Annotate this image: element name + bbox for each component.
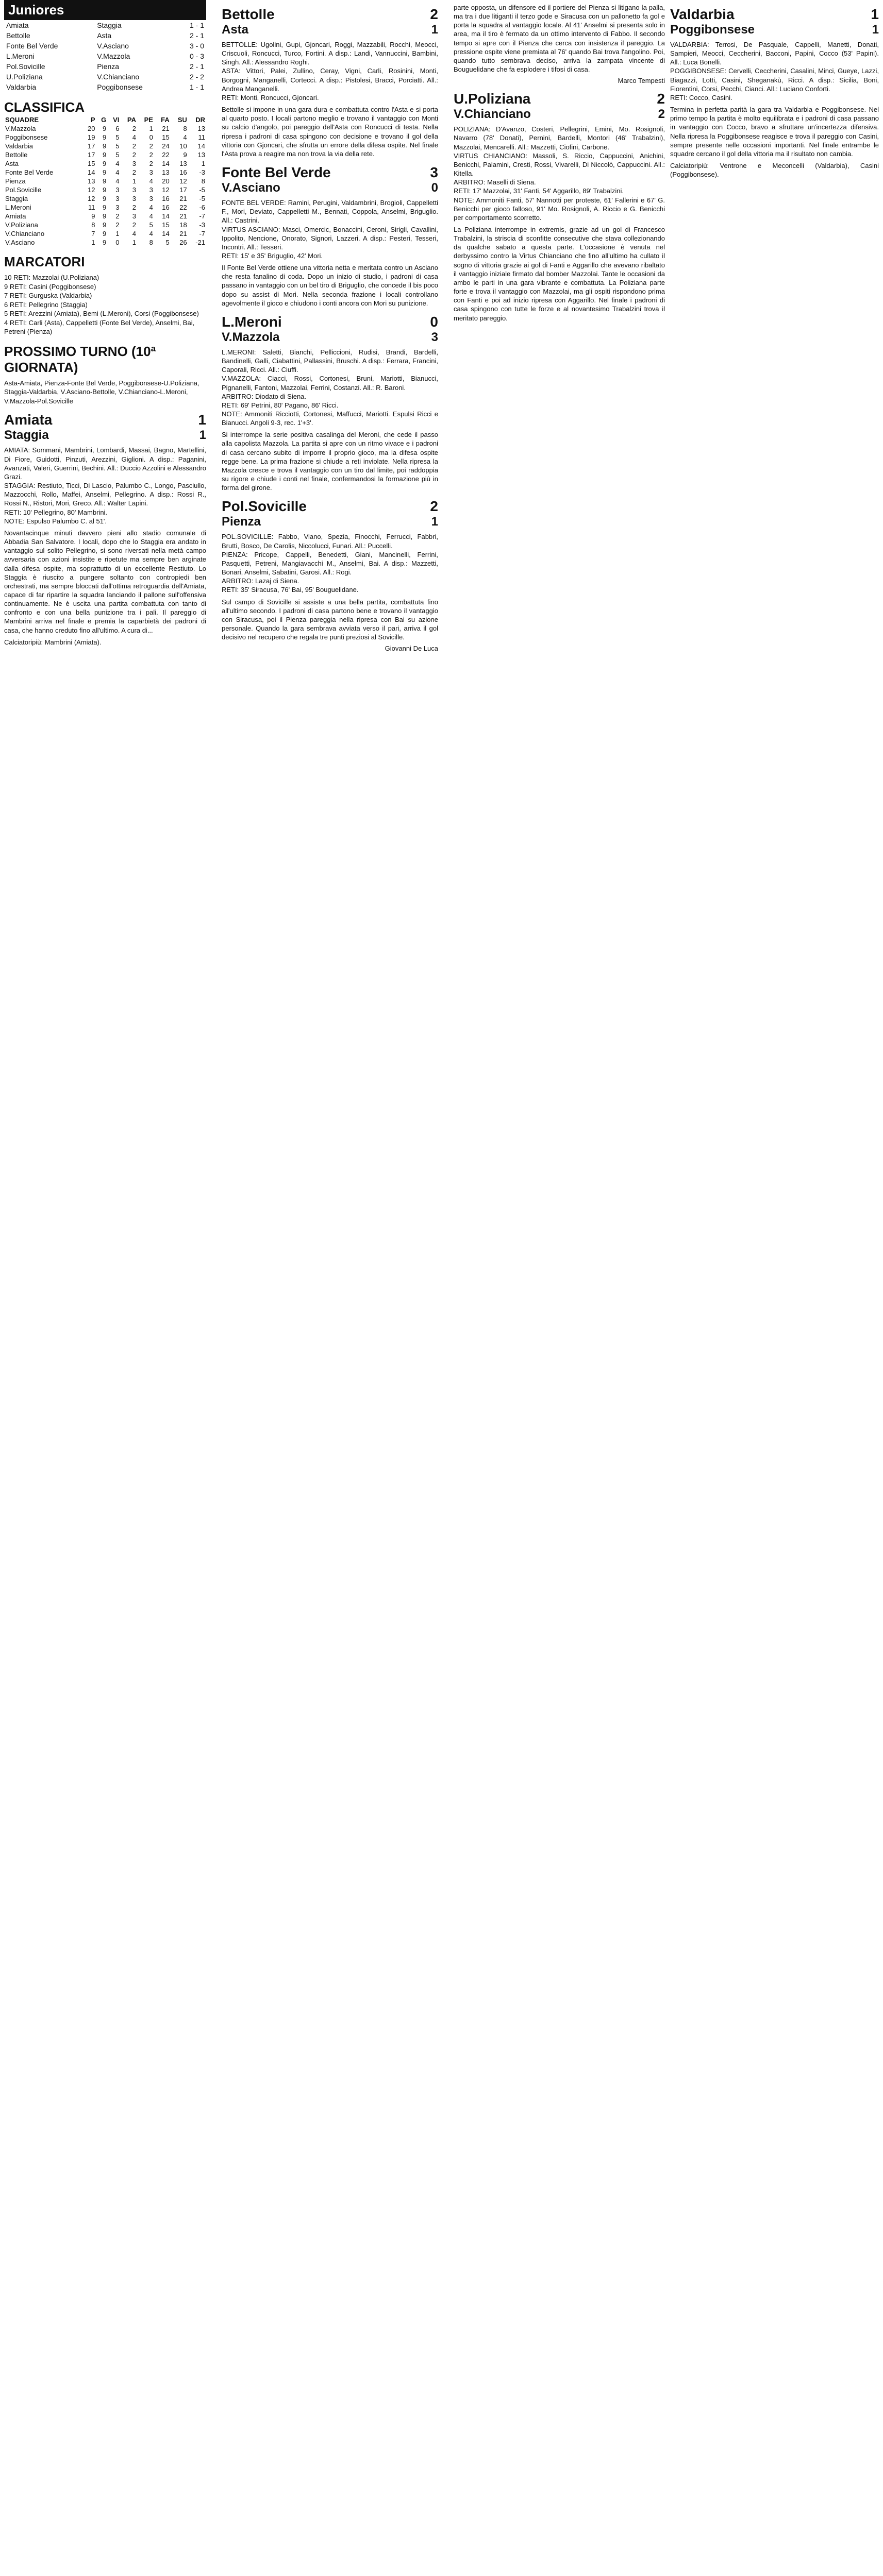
- match-title: [222, 314, 438, 330]
- standings-cell: 20: [88, 125, 95, 132]
- standings-cell: 4: [132, 133, 136, 141]
- match-title: [222, 164, 438, 181]
- standings-cell: 9: [103, 160, 107, 167]
- match-lineups: VALDARBIA: Terrosi, De Pasquale, Cappelli, Manetti, Donati, Sampieri, Meocci, Ceccherini, Bacconi, Papini, Cocco (53' Papini). All.: Luca Bonelli. POGGIBONSESE: Cervelli, Ceccherini, Casalini, Minci, Gueye, Lazzi, Biagazzi, Lotti, Casini, Sheganakù, Ricci. A disp.: Sicilia, Boni, Fiorentini, Corsi, Pecchi, Cianci. All.: Luciano Conforti. RETI: Cocco, Casini.: [670, 41, 879, 101]
- standings-cell: 2: [132, 168, 136, 176]
- standings-cell: 10: [179, 142, 187, 150]
- standings-row: [4, 185, 206, 194]
- standings-col-header: PA: [127, 116, 136, 124]
- result-home: Bettolle: [6, 31, 30, 40]
- standings-row: [4, 124, 206, 133]
- standings-cell: 9: [103, 204, 107, 211]
- standings-cell: 2: [132, 204, 136, 211]
- standings-cell: 1: [149, 125, 153, 132]
- match-lineups: L.MERONI: Saletti, Bianchi, Pelliccioni, Rudisi, Brandi, Bardelli, Bandinelli, Galli, Ciabattini, Pallassini, Bruschi. A disp.: Ferrara, Francini, Caporali, Ricci. All.: Ciuffi. V.MAZZOLA: Ciacci, Rossi, Cortonesi, Bruni, Mariotti, Bianucci, Pignanelli, Fantoni, Mazzolai, Ferrini, Costanzi. All.: R. Baroni. ARBITRO: Diodato di Siena. RETI: 69' Petrini, 80' Pagano, 86' Ricci. NOTE: Ammoniti Ricciotti, Cortonesi, Maffucci, Mariotti. Espulsi Ricci e Bianucci. Angoli 9-3, rec. 1'+3'.: [222, 348, 438, 427]
- standings-cell: 19: [88, 133, 95, 141]
- standings-cell: 11: [88, 204, 95, 211]
- standings-row: [4, 168, 206, 177]
- standings-cell: Asta: [5, 160, 19, 167]
- column-1: [4, 0, 206, 2576]
- standings-cell: -3: [199, 221, 205, 229]
- standings-cell: 4: [183, 133, 187, 141]
- standings-cell: 8: [149, 239, 153, 246]
- match-report: La Poliziana interrompe in extremis, grazie ad un gol di Francesco Trabalzini, la striscia di sconfitte consecutive che stava collezionando da qualche sabato a questa parte. L'occasione è venuta nel derbyssimo contro la Virtus Chianciano che fino all'ultimo ha cullato il sogno di vittoria grazie ai gol di Fanti e Aggarillo che avevano ribaltato il vantaggio iniziale firmato dal bomber Mazzolai. Tante le occasioni da ambo le parti in una gara vibrante e combattuta. La Poliziana parte forte e trova il vantaggio con Mazzolai, ma gli ospiti rispondono prima con Fanti e poi ad inizio ripresa con Aggarillo. Nel finale i padroni di casa spingono con tutte le forze e al novantesimo Trabalzini trova il meritato pareggio.: [454, 225, 665, 322]
- standings-cell: 9: [183, 151, 187, 159]
- marcatori-list: [4, 273, 206, 336]
- result-score: 0 - 3: [189, 52, 204, 60]
- standings-cell: 12: [88, 195, 95, 202]
- result-home: Fonte Bel Verde: [6, 42, 58, 50]
- standings-cell: 1: [91, 239, 95, 246]
- standings-cell: 26: [179, 239, 187, 246]
- home-score: 2: [430, 6, 438, 22]
- result-away: Pienza: [97, 62, 120, 71]
- standings-cell: 4: [149, 177, 153, 185]
- result-home: Valdarbia: [6, 83, 37, 91]
- standings-cell: 14: [162, 160, 170, 167]
- home-score: 0: [430, 313, 438, 330]
- standings-cell: 1: [132, 239, 136, 246]
- match-block: [222, 164, 438, 308]
- standings-row: [4, 203, 206, 212]
- standings-cell: 4: [115, 168, 120, 176]
- standings-cell: 9: [103, 195, 107, 202]
- match-lineups: BETTOLLE: Ugolini, Gupi, Gjoncari, Roggi, Mazzabili, Rocchi, Meocci, Criscuoli, Roncucci, Turco, Fortini. A disp.: Landi, Vannuccini, Bambini, Singh. All.: Alessandro Roghi. ASTA: Vittori, Palei, Zullino, Ceray, Vigni, Carli, Rosinini, Monti, Borgogni, Manganelli, Cortecci. A disp.: Pistolesi, Bracci, Porciatti. All.: Andrea Manganelli. RETI: Monti, Roncucci, Gjoncari.: [222, 41, 438, 101]
- home-team: L.Meroni: [222, 313, 282, 330]
- standings-cell: 2: [149, 142, 153, 150]
- standings-cell: 9: [103, 230, 107, 238]
- home-score: 3: [430, 164, 438, 181]
- home-team: Pol.Sovicille: [222, 498, 307, 515]
- match-block: [222, 498, 438, 641]
- result-home: L.Meroni: [6, 52, 35, 60]
- column-3: [454, 0, 665, 2576]
- standings-cell: 9: [103, 168, 107, 176]
- away-score: 1: [431, 23, 438, 37]
- result-score: 2 - 1: [189, 31, 204, 40]
- result-away: V.Chianciano: [97, 73, 140, 81]
- standings-row: [4, 212, 206, 221]
- match-away: [670, 23, 879, 37]
- standings-cell: 9: [103, 133, 107, 141]
- match-lineups: FONTE BEL VERDE: Ramini, Perugini, Valdambrini, Brogioli, Cappelletti F., Mori, Deviato, Cappelletti M., Bennati, Coppola, Anselmi, Briguglio. All.: Castrini. VIRTUS ASCIANO: Masci, Omercic, Bonaccini, Ceroni, Sirigli, Cavallini, Ippolito, Nencione, Onorato, Signori, Lazzeri. A disp.: Pesteri, Tesseri, Incontri. All.: Tesseri. RETI: 15' e 35' Briguglio, 42' Mori.: [222, 199, 438, 260]
- result-away: Asta: [97, 31, 112, 40]
- result-score: 1 - 1: [189, 21, 204, 29]
- match-block: [222, 314, 438, 493]
- match-away: [222, 23, 438, 37]
- standings-cell: 11: [198, 133, 205, 141]
- result-row: [4, 72, 206, 82]
- away-team: Staggia: [4, 428, 49, 443]
- standings-cell: 3: [149, 186, 153, 194]
- standings-cell: 1: [115, 230, 120, 238]
- standings-cell: 20: [162, 177, 170, 185]
- standings-cell: 14: [88, 168, 95, 176]
- standings-cell: 14: [162, 230, 170, 238]
- standings-cell: 9: [103, 186, 107, 194]
- result-row: [4, 30, 206, 41]
- standings-cell: 9: [103, 151, 107, 159]
- standings-cell: -6: [199, 204, 205, 211]
- standings-cell: 13: [179, 160, 187, 167]
- match-away: [454, 107, 665, 122]
- match-away: [222, 181, 438, 195]
- result-score: 3 - 0: [189, 42, 204, 50]
- standings-cell: 3: [132, 212, 136, 220]
- match-report: Il Fonte Bel Verde ottiene una vittoria netta e meritata contro un Asciano che resta fanalino di coda. Dopo un inizio di studio, i padroni di casa passano in vantaggio con un bel tiro di Briguglio, che concede il bis poco dopo su assist di Mori. Nella seconda frazione i locali controllano agevolmente il gioco e chiudono i conti ancora con Mori su punizione.: [222, 264, 438, 307]
- standings-cell: V.Chianciano: [5, 230, 45, 238]
- results-table: [4, 20, 206, 92]
- match-poliziana-chianciano: [454, 91, 665, 107]
- away-team: Poggibonsese: [670, 23, 755, 37]
- standings-row: [4, 221, 206, 229]
- standings-cell: Bettolle: [5, 151, 28, 159]
- standings-cell: 13: [88, 177, 95, 185]
- prossimo-turno-header: PROSSIMO TURNO (10ª GIORNATA): [4, 343, 156, 375]
- result-score: 2 - 1: [189, 62, 204, 71]
- standings-cell: 13: [197, 151, 205, 159]
- match-report: Si interrompe la serie positiva casalinga del Meroni, che cede il passo alla capolista Mazzola. La partita si apre con un ritmo vivace e i padroni di casa cercano subito di imporre il proprio gioco, ma la difesa ospite regge bene. La prima frazione si chiude a reti inviolate. Nella ripresa la Mazzola cresce e trova il vantaggio con un tiro dal limite, poi raddoppia su rigore e chiude i conti nel finale, confermandosi la formazione più in forma del girone.: [222, 431, 438, 492]
- standings-row: [4, 133, 206, 142]
- standings-col-header: SU: [177, 116, 187, 124]
- standings-cell: Valdarbia: [5, 142, 33, 150]
- standings-cell: 16: [162, 195, 170, 202]
- standings-cell: 15: [162, 133, 170, 141]
- match-report: Novantacinque minuti davvero pieni allo stadio comunale di Abbadia San Salvatore. I locali, dopo che lo Staggia era andato in vantaggio sul solito Pellegrino, si sono riversati nella metà campo avversaria con azioni insistite e ripetute ma sempre ben arginate dalla difesa ospite, ma soprattutto di un eccellente Restiuto. Lo Staggia è riuscito a pungere soltanto con contropiedi ben orchestrati, ma sempre bloccati dall'ottima retroguardia dell'Amiata, capace di far ripartire la squadra lanciando il pallone sull'offensiva continuamente. Ne è uscita una partita combattuta con tanto di confronto e con una bella punizione tra i pali. Il pareggio di Mambrini arriva nel finale e premia la caparbietà dei padroni di casa, che hanno creduto fino all'ultimo. A cura di...: [4, 529, 206, 634]
- standings-cell: -3: [199, 168, 205, 176]
- standings-cell: 2: [132, 125, 136, 132]
- report-continued: parte opposta, un difensore ed il portiere del Pienza si litigano la palla, ma tra i due litiganti il terzo gode e Siracusa con un pallonetto fa gol e porta la squadra al vantaggio locale. Al 41' Anselmi si presenta solo in area, ma il tiro è fermato da un ottimo intervento di Fabbo. Il secondo tempo si apre con il Pienza che cerca con insistenza il pareggio. La pressione ospite viene premiata al 76' quando Bai trova l'angolino. Poi, quando tutto sembrava deciso, arriva la zampata vincente di Bouguelidane che fa esplodere i tifosi di casa.: [454, 4, 665, 74]
- marcatori-item: 7 RETI: Gurguska (Valdarbia): [4, 292, 92, 300]
- standings-cell: Poggibonsese: [5, 133, 48, 141]
- standings-cell: 3: [132, 195, 136, 202]
- result-home: Pol.Sovicille: [6, 62, 45, 71]
- standings-cell: 18: [179, 221, 187, 229]
- home-team: Valdarbia: [670, 6, 735, 22]
- standings-cell: 3: [132, 186, 136, 194]
- home-team: Amiata: [4, 412, 53, 428]
- standings-row: [4, 177, 206, 185]
- standings-cell: 15: [162, 221, 170, 229]
- standings-cell: Pienza: [5, 177, 26, 185]
- standings-cell: 22: [179, 204, 187, 211]
- result-away: V.Asciano: [97, 42, 129, 50]
- away-team: V.Asciano: [222, 181, 280, 195]
- match-away: [222, 330, 438, 345]
- standings-cell: 8: [91, 221, 95, 229]
- standings-col-header: PE: [144, 116, 153, 124]
- away-score: 1: [872, 23, 879, 37]
- standings-col-header: P: [90, 116, 95, 124]
- standings-cell: Staggia: [5, 195, 28, 202]
- match-note: Calciatoripiù: Ventrone e Meconcelli (Valdarbia), Casini (Poggibonsese).: [670, 162, 879, 179]
- standings-cell: 0: [149, 133, 153, 141]
- standings-cell: 1: [201, 160, 205, 167]
- standings-cell: 4: [149, 212, 153, 220]
- standings-cell: Amiata: [5, 212, 26, 220]
- result-row: [4, 41, 206, 51]
- signature: Giovanni De Luca: [385, 645, 438, 653]
- away-score: 1: [199, 428, 206, 443]
- standings-cell: 13: [162, 168, 170, 176]
- standings-cell: -7: [199, 212, 205, 220]
- standings-cell: 3: [115, 195, 120, 202]
- standings-cell: 21: [179, 212, 187, 220]
- away-score: 2: [658, 107, 665, 122]
- standings-cell: 3: [115, 186, 120, 194]
- result-away: V.Mazzola: [97, 52, 130, 60]
- standings-cell: 5: [165, 239, 170, 246]
- standings-cell: 9: [91, 212, 95, 220]
- standings-cell: 12: [179, 177, 187, 185]
- standings-cell: 8: [183, 125, 187, 132]
- standings-col-header: SQUADRE: [5, 116, 39, 124]
- result-away: Poggibonsese: [97, 83, 143, 91]
- standings-cell: 1: [132, 177, 136, 185]
- match-away: [4, 428, 206, 443]
- result-row: [4, 51, 206, 61]
- result-home: U.Poliziana: [6, 73, 43, 81]
- match-valdarbia-poggibonsese: [670, 6, 879, 23]
- standings-row: [4, 194, 206, 203]
- standings-cell: 2: [149, 151, 153, 159]
- standings-row: [4, 229, 206, 238]
- marcatori-item: 4 RETI: Carli (Asta), Cappelletti (Fonte Bel Verde), Anselmi, Bai, Petreni (Pienza): [4, 318, 195, 336]
- standings-cell: 14: [162, 212, 170, 220]
- standings-cell: -5: [199, 186, 205, 194]
- standings-row: [4, 238, 206, 247]
- standings-cell: 2: [132, 151, 136, 159]
- standings-cell: 8: [201, 177, 205, 185]
- standings-row: [4, 150, 206, 159]
- standings-cell: 4: [149, 230, 153, 238]
- standings-cell: Fonte Bel Verde: [5, 168, 54, 176]
- marcatori-header: MARCATORI: [4, 254, 85, 269]
- away-team: V.Chianciano: [454, 107, 531, 122]
- standings-cell: 16: [162, 204, 170, 211]
- standings-cell: 9: [103, 142, 107, 150]
- away-team: Asta: [222, 23, 249, 37]
- match-block: [222, 6, 438, 158]
- standings-cell: 5: [115, 151, 120, 159]
- standings-cell: V.Mazzola: [5, 125, 36, 132]
- home-score: 1: [198, 412, 206, 428]
- result-row: [4, 61, 206, 72]
- standings-cell: 17: [179, 186, 187, 194]
- standings-cell: 24: [162, 142, 170, 150]
- standings-cell: 3: [115, 204, 120, 211]
- standings-cell: 4: [132, 230, 136, 238]
- marcatori-item: 10 RETI: Mazzolai (U.Poliziana): [4, 274, 99, 281]
- standings-col-header: FA: [161, 116, 170, 124]
- away-score: 1: [431, 515, 438, 529]
- standings-cell: -5: [199, 195, 205, 202]
- result-home: Amiata: [6, 21, 29, 29]
- result-away: Staggia: [97, 21, 122, 29]
- result-row: [4, 82, 206, 92]
- standings-col-header: VI: [113, 116, 120, 124]
- result-score: 1 - 1: [189, 83, 204, 91]
- standings-cell: 4: [149, 204, 153, 211]
- match-title: [222, 498, 438, 515]
- standings-cell: 16: [179, 168, 187, 176]
- home-team: U.Poliziana: [454, 91, 531, 107]
- standings-cell: 2: [149, 160, 153, 167]
- standings-col-header: DR: [195, 116, 205, 124]
- standings-cell: 4: [115, 177, 120, 185]
- home-team: Fonte Bel Verde: [222, 164, 331, 181]
- standings-cell: V.Asciano: [5, 239, 35, 246]
- standings-cell: L.Meroni: [5, 204, 31, 211]
- result-row: [4, 20, 206, 30]
- away-team: V.Mazzola: [222, 330, 280, 344]
- standings-cell: 7: [91, 230, 95, 238]
- standings-cell: 3: [132, 160, 136, 167]
- standings-cell: 3: [149, 195, 153, 202]
- home-score: 2: [657, 91, 665, 107]
- standings-cell: 14: [197, 142, 205, 150]
- standings-cell: 5: [115, 142, 120, 150]
- standings-cell: 2: [132, 142, 136, 150]
- standings-cell: 13: [197, 125, 205, 132]
- standings-row: [4, 142, 206, 150]
- standings-cell: 12: [162, 186, 170, 194]
- standings-cell: 0: [115, 239, 120, 246]
- standings-cell: 9: [103, 125, 107, 132]
- match-away: [222, 515, 438, 529]
- standings-cell: 6: [115, 125, 120, 132]
- prossimo-turno-text: Asta-Amiata, Pienza-Fonte Bel Verde, Poggibonsese-U.Poliziana, Staggia-Valdarbia, V.Asciano-Bettolle, V.Chianciano-L.Meroni, V.Mazzola-Pol.Sovicille: [4, 379, 199, 405]
- match-lineups: POLIZIANA: D'Avanzo, Costeri, Pellegrini, Emini, Mo. Rosignoli, Navarro (78' Donati), Pernini, Bardelli, Montori (46' Trabalzini), Mazzolai, Mencarelli. All.: Mazzetti, Ciofini, Carbone. VIRTUS CHIANCIANO: Massoli, S. Riccio, Cappuccini, Anichini, Benicchi, Palamini, Cresti, Rossi, Vivarelli, Di Niccolò, Cappuccini. All.: Kitella. ARBITRO: Maselli di Siena. RETI: 17' Mazzolai, 31' Fanti, 54' Aggarillo, 89' Trabalzini. NOTE: Ammoniti Fanti, 57' Nannotti per proteste, 61' Fallerini e 67' G. Benicchi per gioco falloso, 91' Mo. Rosignoli, A. Riccio e G. Benicchi per comportamento scorretto.: [454, 125, 665, 222]
- standings-cell: Pol.Sovicille: [5, 186, 42, 194]
- standings-cell: 9: [103, 177, 107, 185]
- standings-row: [4, 159, 206, 168]
- home-score: 1: [871, 6, 879, 22]
- standings-cell: 5: [149, 221, 153, 229]
- standings-cell: 15: [88, 160, 95, 167]
- match-lineups: AMIATA: Sommani, Mambrini, Lombardi, Massai, Bagno, Martellini, Di Fiore, Guidotti, Pinzuti, Arezzini, Giglioni. A disp.: Paganini, Avanzati, Valeri, Guerrini, Bechini. All.: Duccio Azzolini e Alessandro Grazi. STAGGIA: Restiuto, Ticci, Di Lascio, Palumbo C., Longo, Pasciullo, Mazzocchi, Rollo, Maffei, Anselmi, Pellegrino. A disp.: Rossi R., Rossi N., Ristori, Mori, Greco. All.: Walter Lapini. RETI: 10' Pellegrino, 80' Mambrini. NOTE: Espulso Palumbo C. al 51'.: [4, 446, 206, 525]
- standings-col-header: G: [101, 116, 107, 124]
- home-team: Bettolle: [222, 6, 275, 22]
- column-4: [670, 0, 879, 2576]
- match-report: Bettolle si impone in una gara dura e combattuta contro l'Asta e si porta al quarto posto. I locali partono meglio e trovano il vantaggio con Monti su calcio d'angolo, poi pareggio dell'Asta con Roncucci di testa. Nella ripresa i padroni di casa spingono con decisione e trovano il gol della vittoria con Gjoncari, che sfrutta un errore della difesa ospite. Nel finale l'Asta prova a reagire ma non trova la via della rete.: [222, 106, 438, 158]
- standings-cell: 4: [115, 160, 120, 167]
- home-score: 2: [430, 498, 438, 515]
- standings-cell: 3: [149, 168, 153, 176]
- standings-cell: 2: [115, 212, 120, 220]
- match-report: Termina in perfetta parità la gara tra Valdarbia e Poggibonsese. Nel primo tempo la partita è molto equilibrata e i padroni di casa passano in vantaggio con Cocco, bravo a sfruttare un'incertezza difensiva. Nella ripresa la Poggibonsese reagisce e trova il pareggio con Casini, sempre presente nelle occasioni importanti. Nel finale entrambe le squadre cercano il gol della vittoria ma il risultato non cambia.: [670, 106, 879, 158]
- column-2: [222, 0, 438, 2576]
- away-score: 0: [431, 181, 438, 195]
- standings-cell: 21: [179, 195, 187, 202]
- standings-cell: 9: [103, 239, 107, 246]
- match-title: [222, 6, 438, 23]
- match-report: Sul campo di Sovicille si assiste a una bella partita, combattuta fino all'ultimo secondo. I padroni di casa partono bene e trovano il vantaggio con Siracusa, poi il Pienza pareggia nella ripresa con Bai su azione personale. Quando la gara sembrava avviata verso il pari, arriva il gol decisivo nel recupero che regala tre punti preziosi al Sovicille.: [222, 598, 438, 641]
- standings-cell: 21: [179, 230, 187, 238]
- marcatori-item: 6 RETI: Pellegrino (Staggia): [4, 300, 88, 309]
- signature: Marco Tempesti: [618, 77, 665, 85]
- away-team: Pienza: [222, 515, 261, 529]
- match-note: Calciatoripiù: Mambrini (Amiata).: [4, 638, 102, 646]
- standings-cell: 12: [88, 186, 95, 194]
- standings-cell: 2: [132, 221, 136, 229]
- standings-cell: 21: [162, 125, 170, 132]
- standings-cell: 22: [162, 151, 170, 159]
- section-header-juniores: Juniores: [4, 0, 206, 20]
- standings-cell: 9: [103, 212, 107, 220]
- match-lineups: POL.SOVICILLE: Fabbo, Viano, Spezia, Finocchi, Ferrucci, Fabbri, Brutti, Bosco, De Carolis, Niccolucci, Funari. All.: Puccelli. PIENZA: Pricope, Cappelli, Benedetti, Giani, Mancinelli, Ferrini, Pasquetti, Petreni, Mangiavacchi M., Anselmi, Bai. A disp.: Mazzetti, Bonari, Anselmi, Sabatini, Garosi. All.: Rogi. ARBITRO: Lazaj di Siena. RETI: 35' Siracusa, 76' Bai, 95' Bouguelidane.: [222, 533, 438, 594]
- marcatori-item: 9 RETI: Casini (Poggibonsese): [4, 282, 96, 291]
- standings-cell: V.Poliziana: [5, 221, 38, 229]
- standings-cell: 17: [88, 151, 95, 159]
- standings-cell: -21: [195, 239, 205, 246]
- away-score: 3: [431, 330, 438, 344]
- classifica-header: CLASSIFICA: [4, 99, 85, 115]
- standings-cell: 2: [115, 221, 120, 229]
- standings-table: [4, 115, 206, 247]
- standings-cell: 5: [115, 133, 120, 141]
- standings-cell: 9: [103, 221, 107, 229]
- marcatori-item: 5 RETI: Arezzini (Amiata), Bemi (L.Meroni), Corsi (Poggibonsese): [4, 310, 199, 318]
- standings-cell: -7: [199, 230, 205, 238]
- result-score: 2 - 2: [189, 73, 204, 81]
- standings-cell: 17: [88, 142, 95, 150]
- match-amiata-staggia: [4, 412, 206, 428]
